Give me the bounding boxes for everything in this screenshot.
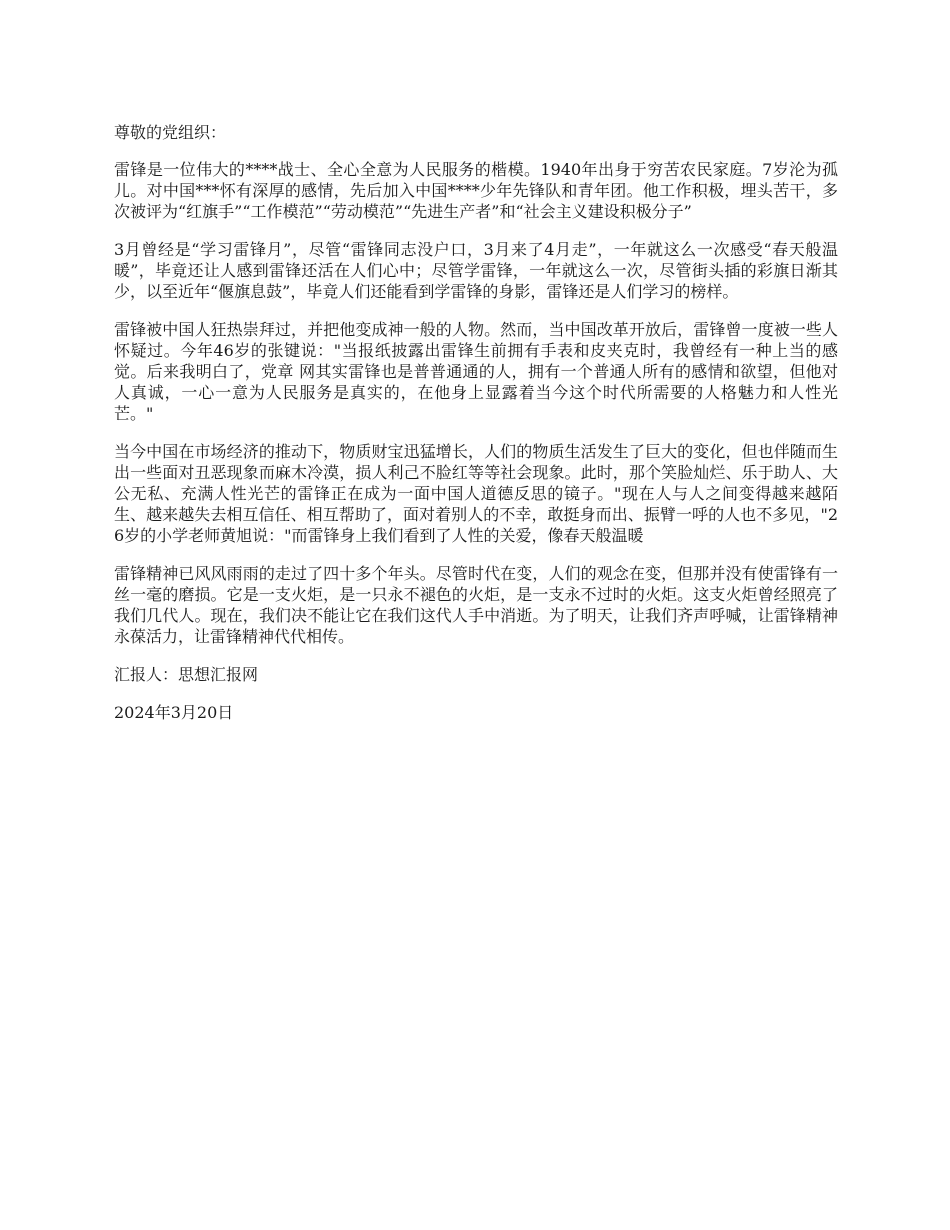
paragraph-march: 3月曾经是“学习雷锋月”，尽管“雷锋同志没户口，3月来了4月走”，一年就这么一次感受“春天般温暖”，毕竟还让人感到雷锋还活在人们心中；尽管学雷锋，一年就这么一次，尽管街头插的彩旗日渐其少，以至近年“偃旗息鼓”，毕竟人们还能看到学雷锋的身影，雷锋还是人们学习的榜样。	[114, 240, 838, 301]
paragraph-worship: 雷锋被中国人狂热崇拜过，并把他变成神一般的人物。然而，当中国改革开放后，雷锋曾一度被一些人怀疑过。今年46岁的张键说："当报纸披露出雷锋生前拥有手表和皮夹克时，我曾经有一种上当的感觉。后来我明白了，党章 网其实雷锋也是普普通通的人，拥有一个普通人所有的感情和欲望，但他对人真诚，一心一意为人民服务是真实的，在他身上显露着当今这个时代所需要的人格魅力和人性光芒。"	[114, 320, 838, 423]
paragraph-spirit: 雷锋精神已风风雨雨的走过了四十多个年头。尽管时代在变，人们的观念在变，但那并没有使雷锋有一丝一毫的磨损。它是一支火炬，是一只永不褪色的火炬，是一支永不过时的火炬。这支火炬曾经照亮了我们几代人。现在，我们决不能让它在我们这代人手中消逝。为了明天，让我们齐声呼喊，让雷锋精神永葆活力，让雷锋精神代代相传。	[114, 564, 838, 646]
document-body	[114, 122, 838, 740]
paragraph-intro: 雷锋是一位伟大的****战士、全心全意为人民服务的楷模。1940年出身于穷苦农民家庭。7岁沦为孤儿。对中国***怀有深厚的感情，先后加入中国****少年先锋队和青年团。他工作积极，埋头苦干，多次被评为“红旗手”“工作模范”“劳动模范”“先进生产者”和“社会主义建设积极分子”	[114, 160, 838, 221]
salutation: 尊敬的党组织：	[114, 123, 227, 142]
reporter-line: 汇报人：思想汇报网	[114, 665, 259, 684]
paragraph-market-economy: 当今中国在市场经济的推动下，物质财宝迅猛增长，人们的物质生活发生了巨大的变化，但也伴随而生出一些面对丑恶现象而麻木冷漠，损人利己不脸红等等社会现象。此时，那个笑脸灿烂、乐于助人、大公无私、充满人性光芒的雷锋正在成为一面中国人道德反思的镜子。"现在人与人之间变得越来越陌生、越来越失去相互信任、相互帮助了，面对着别人的不幸，敢挺身而出、振臂一呼的人也不多见，"26岁的小学老师黄旭说："而雷锋身上我们看到了人性的关爱，像春天般温暖	[114, 442, 838, 545]
date-line: 2024年3月20日	[114, 703, 234, 722]
